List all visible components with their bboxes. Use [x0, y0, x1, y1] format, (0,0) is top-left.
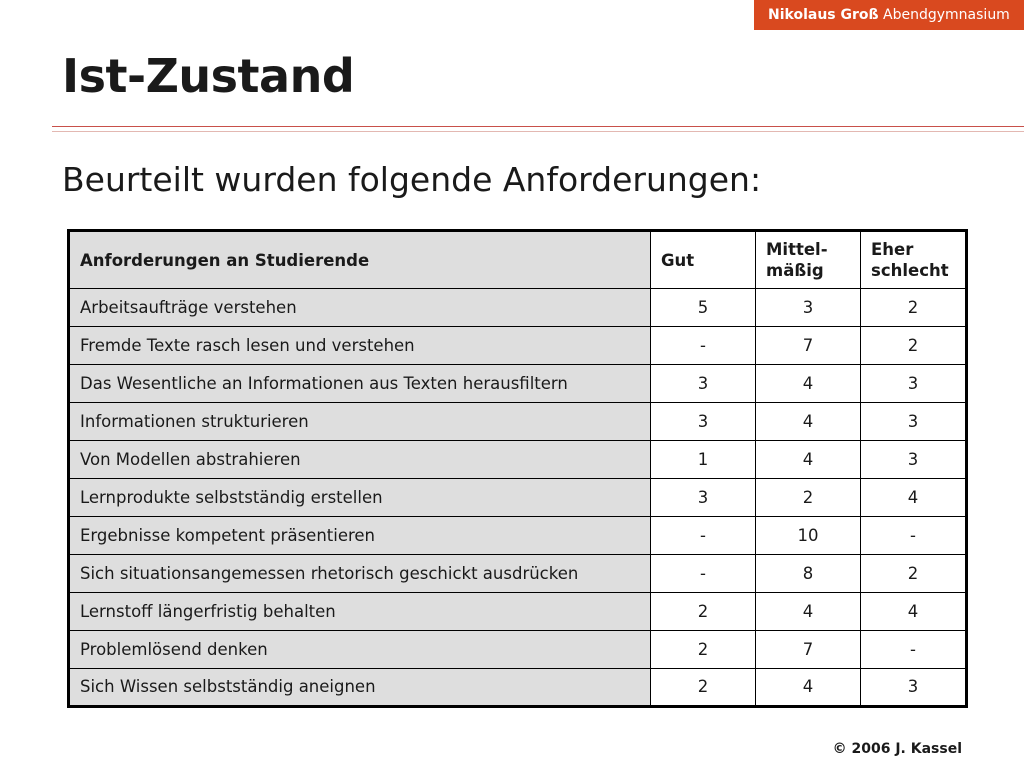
- header-bad-line2: schlecht: [871, 261, 949, 280]
- count-medium: 4: [756, 441, 861, 479]
- count-medium: 3: [756, 289, 861, 327]
- header-medium-line2: mäßig: [766, 261, 824, 280]
- brand-name-bold: Nikolaus Groß: [768, 7, 879, 23]
- header-medium: [756, 231, 861, 289]
- requirement-label: Sich situationsangemessen rhetorisch geschickt ausdrücken: [69, 555, 651, 593]
- table-header-row: [69, 231, 967, 289]
- count-bad: 3: [861, 403, 967, 441]
- count-bad: 4: [861, 479, 967, 517]
- requirement-label: Informationen strukturieren: [69, 403, 651, 441]
- count-bad: 2: [861, 289, 967, 327]
- requirements-table: [67, 229, 968, 708]
- requirement-label: Lernstoff längerfristig behalten: [69, 593, 651, 631]
- count-good: 2: [651, 631, 756, 669]
- count-medium: 4: [756, 669, 861, 707]
- requirement-label: Ergebnisse kompetent präsentieren: [69, 517, 651, 555]
- header-good: Gut: [651, 231, 756, 289]
- count-good: 3: [651, 403, 756, 441]
- requirement-label: Fremde Texte rasch lesen und verstehen: [69, 327, 651, 365]
- title-divider-bottom: [52, 131, 1024, 132]
- title-divider-top: [52, 126, 1024, 127]
- requirement-label: Arbeitsaufträge verstehen: [69, 289, 651, 327]
- requirement-label: Das Wesentliche an Informationen aus Texten herausfiltern: [69, 365, 651, 403]
- brand-name-rest: Abendgymnasium: [883, 7, 1010, 23]
- count-good: 3: [651, 365, 756, 403]
- count-good: -: [651, 327, 756, 365]
- brand-bar: [754, 0, 1024, 30]
- count-good: -: [651, 517, 756, 555]
- table-row: [69, 327, 967, 365]
- count-medium: 8: [756, 555, 861, 593]
- header-requirement: Anforderungen an Studierende: [69, 231, 651, 289]
- count-bad: 3: [861, 669, 967, 707]
- count-medium: 2: [756, 479, 861, 517]
- requirement-label: Problemlösend denken: [69, 631, 651, 669]
- count-medium: 7: [756, 327, 861, 365]
- table-row: [69, 631, 967, 669]
- header-bad-line1: Eher: [871, 240, 914, 259]
- count-good: 2: [651, 669, 756, 707]
- table-row: [69, 593, 967, 631]
- count-good: 2: [651, 593, 756, 631]
- header-bad: [861, 231, 967, 289]
- count-medium: 7: [756, 631, 861, 669]
- requirement-label: Sich Wissen selbstständig aneignen: [69, 669, 651, 707]
- table-row: [69, 441, 967, 479]
- requirement-label: Lernprodukte selbstständig erstellen: [69, 479, 651, 517]
- table-row: [69, 517, 967, 555]
- table-row: [69, 365, 967, 403]
- table-row: [69, 403, 967, 441]
- table-row: [69, 555, 967, 593]
- count-good: -: [651, 555, 756, 593]
- requirement-label: Von Modellen abstrahieren: [69, 441, 651, 479]
- count-bad: 2: [861, 327, 967, 365]
- page-title: Ist-Zustand: [62, 49, 355, 103]
- count-medium: 4: [756, 365, 861, 403]
- table-row: [69, 669, 967, 707]
- count-bad: -: [861, 631, 967, 669]
- count-good: 5: [651, 289, 756, 327]
- count-medium: 4: [756, 593, 861, 631]
- count-good: 3: [651, 479, 756, 517]
- count-bad: 3: [861, 365, 967, 403]
- count-bad: 2: [861, 555, 967, 593]
- table-row: [69, 289, 967, 327]
- count-good: 1: [651, 441, 756, 479]
- count-medium: 4: [756, 403, 861, 441]
- count-medium: 10: [756, 517, 861, 555]
- header-medium-line1: Mittel-: [766, 240, 828, 259]
- count-bad: 4: [861, 593, 967, 631]
- subtitle: Beurteilt wurden folgende Anforderungen:: [62, 160, 762, 199]
- count-bad: -: [861, 517, 967, 555]
- count-bad: 3: [861, 441, 967, 479]
- table-row: [69, 479, 967, 517]
- copyright-footer: © 2006 J. Kassel: [832, 741, 962, 757]
